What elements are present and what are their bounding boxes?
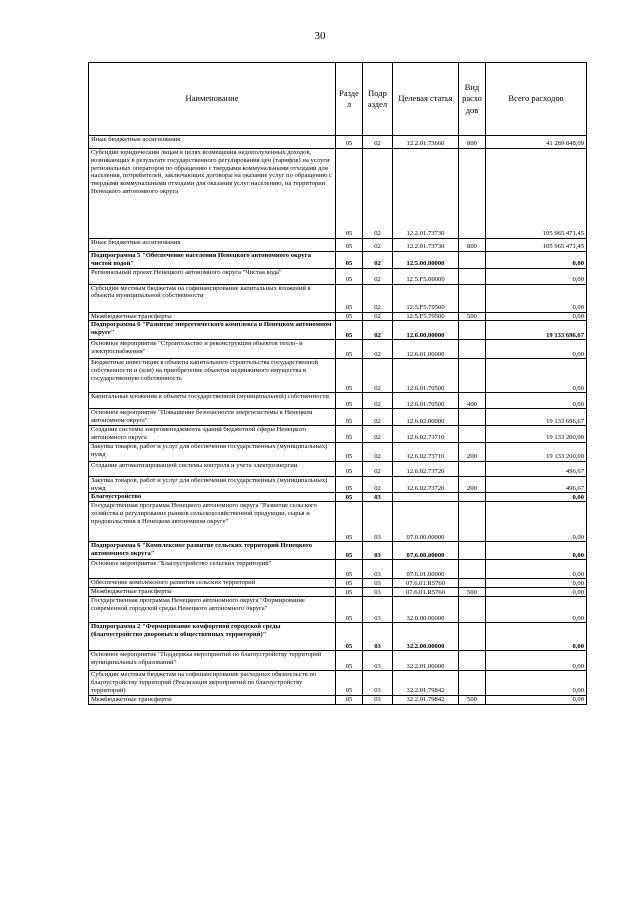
row-target-article: 12.6.01.70500 <box>393 393 459 409</box>
row-target-article: 07.0.00.00000 <box>393 502 459 542</box>
row-expense-type: 500 <box>459 312 486 321</box>
row-expense-type <box>459 409 486 426</box>
row-subsection: 02 <box>363 136 393 149</box>
row-subsection: 03 <box>363 695 393 704</box>
row-expense-type <box>459 149 486 239</box>
table-row <box>89 252 587 269</box>
table-row <box>89 588 587 597</box>
row-name: Межбюджетные трансферты <box>89 695 336 704</box>
row-name: Основное мероприятие "Благоустройство сельских территорий" <box>89 560 336 579</box>
row-expense-type <box>459 493 486 502</box>
row-target-article <box>393 493 459 502</box>
row-subsection: 02 <box>363 312 393 321</box>
row-section: 05 <box>336 597 363 623</box>
row-subsection: 02 <box>363 149 393 239</box>
row-name: Иные бюджетные ассигнования <box>89 136 336 149</box>
row-section: 05 <box>336 393 363 409</box>
row-name: Межбюджетные трансферты <box>89 312 336 321</box>
row-expense-type: 500 <box>459 588 486 597</box>
row-subsection: 03 <box>363 651 393 671</box>
row-total: 496,67 <box>486 461 587 476</box>
row-name: Благоустройство <box>89 493 336 502</box>
row-section: 05 <box>336 252 363 269</box>
row-section: 05 <box>336 493 363 502</box>
row-target-article: 12.5.F5.00000 <box>393 268 459 284</box>
row-section: 05 <box>336 359 363 393</box>
row-section: 05 <box>336 340 363 359</box>
row-name: Капитальные вложения в объекты государственной (муниципальной) собственности <box>89 393 336 409</box>
row-name: Подпрограмма 6 "Комплексное развитие сельских территорий Ненецкого автономного округа" <box>89 542 336 560</box>
row-total: 19 133 200,00 <box>486 442 587 461</box>
row-total: 0,00 <box>486 560 587 579</box>
row-expense-type: 500 <box>459 695 486 704</box>
row-name: Субсидии юридическим лицам в целях возмещения недополученных доходов, возникающих в результате государственного регулирования цен (тарифов) на услуги региональных операторов по обращению с твердыми коммунальными отходами для населения, потребителей, заключающих договоры на оказание услуг по обращению с твердыми коммунальными отходами для оказания услуг населению, на территории Ненецкого автономного округа <box>89 149 336 239</box>
row-expense-type <box>459 560 486 579</box>
table-row <box>89 476 587 493</box>
row-subsection: 03 <box>363 560 393 579</box>
row-section: 05 <box>336 136 363 149</box>
row-target-article: 12.2.01.73660 <box>393 136 459 149</box>
row-name: Подпрограмма 6 "Развитие энергетического комплекса в Ненецком автономном округе" <box>89 321 336 340</box>
row-section: 05 <box>336 268 363 284</box>
row-name: Государственная программа Ненецкого автономного округа "Формирование современной городской среды Ненецкого автономного округа" <box>89 597 336 623</box>
row-name: Бюджетные инвестиции в объекты капитального строительства государственной собственности и (или) на приобретение объектов недвижимого имущества в государственную собственность <box>89 359 336 393</box>
row-subsection: 02 <box>363 239 393 252</box>
row-target-article: 12.6.02.73710 <box>393 426 459 443</box>
row-expense-type <box>459 651 486 671</box>
row-total: 0,00 <box>486 252 587 269</box>
row-total: 0,00 <box>486 695 587 704</box>
row-name: Основное мероприятие "Поддержка мероприятий по благоустройству территорий муниципальных образований" <box>89 651 336 671</box>
row-target-article: 32.2.00.00000 <box>393 623 459 651</box>
page-number: 30 <box>314 30 326 42</box>
table-row <box>89 502 587 542</box>
row-expense-type <box>459 579 486 588</box>
row-section: 05 <box>336 442 363 461</box>
table-row <box>89 409 587 426</box>
table-row <box>89 136 587 149</box>
row-name: Субсидии местным бюджетам на софинансирование расходных обязательств по благоустройству территорий (Реализация мероприятий по благоустройству территорий) <box>89 671 336 695</box>
row-total: 0,00 <box>486 542 587 560</box>
row-section: 05 <box>336 579 363 588</box>
row-section: 05 <box>336 671 363 695</box>
row-expense-type <box>459 340 486 359</box>
table-row <box>89 321 587 340</box>
row-section: 05 <box>336 312 363 321</box>
row-name: Государственная программа Ненецкого автономного округа "Развитие сельского хозяйства и регулирование рынков сельскохозяйственной продукции, сырья и продовольствия в Ненецком автономном округе" <box>89 502 336 542</box>
row-target-article: 12.6.02.73710 <box>393 442 459 461</box>
row-section: 05 <box>336 623 363 651</box>
row-name: Создание системы энергоменеджмента зданий бюджетной сферы Ненецкого автономного округа <box>89 426 336 443</box>
row-section: 05 <box>336 461 363 476</box>
table-row <box>89 359 587 393</box>
row-section: 05 <box>336 284 363 312</box>
row-name: Межбюджетные трансферты <box>89 588 336 597</box>
table-row <box>89 239 587 252</box>
row-name: Создание автоматизированной системы контроля и учета электроэнергии <box>89 461 336 476</box>
row-subsection: 02 <box>363 268 393 284</box>
row-expense-type <box>459 252 486 269</box>
row-expense-type <box>459 426 486 443</box>
row-expense-type: 800 <box>459 239 486 252</box>
row-section: 05 <box>336 542 363 560</box>
row-subsection: 03 <box>363 597 393 623</box>
table-row <box>89 651 587 671</box>
header-section: Разде л <box>336 63 363 136</box>
row-target-article: 32.2.01.79842 <box>393 695 459 704</box>
row-target-article: 07.6.01.R5760 <box>393 579 459 588</box>
header-subsection: Подр аздел <box>363 63 393 136</box>
row-total: 19 133 696,67 <box>486 409 587 426</box>
row-name: Основное мероприятие "Строительство и реконструкция объектов тепло- и электроснабжения" <box>89 340 336 359</box>
row-section: 05 <box>336 321 363 340</box>
row-section: 05 <box>336 239 363 252</box>
row-total: 105 965 471,45 <box>486 149 587 239</box>
row-target-article: 12.2.01.73730 <box>393 149 459 239</box>
row-name: Подпрограмма 5 "Обеспечение населения Ненецкого автономного округа чистой водой" <box>89 252 336 269</box>
table-row <box>89 393 587 409</box>
row-subsection: 03 <box>363 588 393 597</box>
row-target-article: 07.6.01.00000 <box>393 560 459 579</box>
row-target-article: 32.2.01.79842 <box>393 671 459 695</box>
header-target-article: Целевая статья <box>393 63 459 136</box>
table-row <box>89 284 587 312</box>
row-subsection: 02 <box>363 409 393 426</box>
row-total: 19 133 696,67 <box>486 321 587 340</box>
row-target-article: 32.0.00.00000 <box>393 597 459 623</box>
row-name: Иные бюджетные ассигнования <box>89 239 336 252</box>
row-subsection: 02 <box>363 252 393 269</box>
row-target-article: 12.5.F5.79500 <box>393 284 459 312</box>
row-section: 05 <box>336 476 363 493</box>
table-row <box>89 623 587 651</box>
row-total: 496,67 <box>486 476 587 493</box>
row-subsection: 03 <box>363 579 393 588</box>
row-total: 0,00 <box>486 359 587 393</box>
row-section: 05 <box>336 409 363 426</box>
row-target-article: 12.6.01.70500 <box>393 359 459 393</box>
table-header-row <box>89 63 587 136</box>
row-expense-type <box>459 268 486 284</box>
row-section: 05 <box>336 149 363 239</box>
row-expense-type <box>459 671 486 695</box>
row-section: 05 <box>336 502 363 542</box>
row-target-article: 32.2.01.00000 <box>393 651 459 671</box>
row-name: Основное мероприятие "Повышение безопасности энергосистемы в Ненецком автономном округе" <box>89 409 336 426</box>
row-expense-type <box>459 461 486 476</box>
row-subsection: 03 <box>363 493 393 502</box>
row-total: 105 965 471,45 <box>486 239 587 252</box>
row-subsection: 02 <box>363 426 393 443</box>
header-name: Наименование <box>89 63 336 136</box>
header-expense-type: Вид расхо дов <box>459 63 486 136</box>
row-subsection: 02 <box>363 284 393 312</box>
row-subsection: 03 <box>363 502 393 542</box>
table-row <box>89 560 587 579</box>
row-section: 05 <box>336 426 363 443</box>
row-section: 05 <box>336 560 363 579</box>
header-total: Всего расходов <box>486 63 587 136</box>
row-expense-type <box>459 542 486 560</box>
row-target-article: 12.5.F5.79500 <box>393 312 459 321</box>
table-row <box>89 597 587 623</box>
row-expense-type <box>459 359 486 393</box>
table-row <box>89 695 587 704</box>
row-total: 0,00 <box>486 393 587 409</box>
budget-table <box>88 62 587 705</box>
row-section: 05 <box>336 588 363 597</box>
row-expense-type: 200 <box>459 476 486 493</box>
row-name: Закупка товаров, работ и услуг для обеспечения государственных (муниципальных) нужд <box>89 476 336 493</box>
row-target-article: 12.6.02.00000 <box>393 409 459 426</box>
row-subsection: 02 <box>363 340 393 359</box>
table-row <box>89 579 587 588</box>
table-row <box>89 671 587 695</box>
row-total: 0,00 <box>486 284 587 312</box>
table-row <box>89 268 587 284</box>
row-expense-type <box>459 321 486 340</box>
row-target-article: 12.6.02.73720 <box>393 476 459 493</box>
row-expense-type <box>459 284 486 312</box>
row-subsection: 02 <box>363 321 393 340</box>
row-expense-type <box>459 623 486 651</box>
row-name: Субсидии местным бюджетам на софинансирование капитальных вложений в объекты муниципальной собственности <box>89 284 336 312</box>
row-subsection: 02 <box>363 461 393 476</box>
row-expense-type: 800 <box>459 136 486 149</box>
row-total: 0,00 <box>486 502 587 542</box>
table-row <box>89 442 587 461</box>
row-total: 41 289 848,09 <box>486 136 587 149</box>
row-total: 0,00 <box>486 651 587 671</box>
row-total: 0,00 <box>486 597 587 623</box>
row-total: 19 133 200,00 <box>486 426 587 443</box>
row-subsection: 03 <box>363 671 393 695</box>
row-subsection: 02 <box>363 442 393 461</box>
row-name: Региональный проект Ненецкого автономного округа "Чистая вода" <box>89 268 336 284</box>
row-total: 0,00 <box>486 671 587 695</box>
row-section: 05 <box>336 651 363 671</box>
row-name: Закупка товаров, работ и услуг для обеспечения государственных (муниципальных) нужд <box>89 442 336 461</box>
table-row <box>89 340 587 359</box>
row-subsection: 02 <box>363 476 393 493</box>
row-target-article: 12.6.01.00000 <box>393 340 459 359</box>
row-target-article: 07.6.00.00000 <box>393 542 459 560</box>
row-subsection: 03 <box>363 623 393 651</box>
row-expense-type: 400 <box>459 393 486 409</box>
row-target-article: 12.5.00.00000 <box>393 252 459 269</box>
table-row <box>89 461 587 476</box>
row-total: 0,00 <box>486 312 587 321</box>
table-row <box>89 493 587 502</box>
table-row <box>89 312 587 321</box>
row-total: 0,00 <box>486 268 587 284</box>
row-target-article: 12.6.00.00000 <box>393 321 459 340</box>
row-target-article: 12.6.02.73720 <box>393 461 459 476</box>
row-name: Подпрограмма 2 "Формирование комфортной городской среды (благоустройство дворовых и общественных территорий)" <box>89 623 336 651</box>
row-total: 0,00 <box>486 588 587 597</box>
row-expense-type: 200 <box>459 442 486 461</box>
row-target-article: 12.2.01.73730 <box>393 239 459 252</box>
table-row <box>89 542 587 560</box>
row-total: 0,00 <box>486 493 587 502</box>
row-name: Обеспечение комплексного развития сельских территорий <box>89 579 336 588</box>
row-section: 05 <box>336 695 363 704</box>
row-subsection: 02 <box>363 393 393 409</box>
row-target-article: 07.6.01.R5760 <box>393 588 459 597</box>
table-row <box>89 149 587 239</box>
row-expense-type <box>459 597 486 623</box>
row-total: 0,00 <box>486 623 587 651</box>
row-subsection: 02 <box>363 359 393 393</box>
row-total: 0,00 <box>486 340 587 359</box>
row-subsection: 03 <box>363 542 393 560</box>
table-row <box>89 426 587 443</box>
row-expense-type <box>459 502 486 542</box>
row-total: 0,00 <box>486 579 587 588</box>
